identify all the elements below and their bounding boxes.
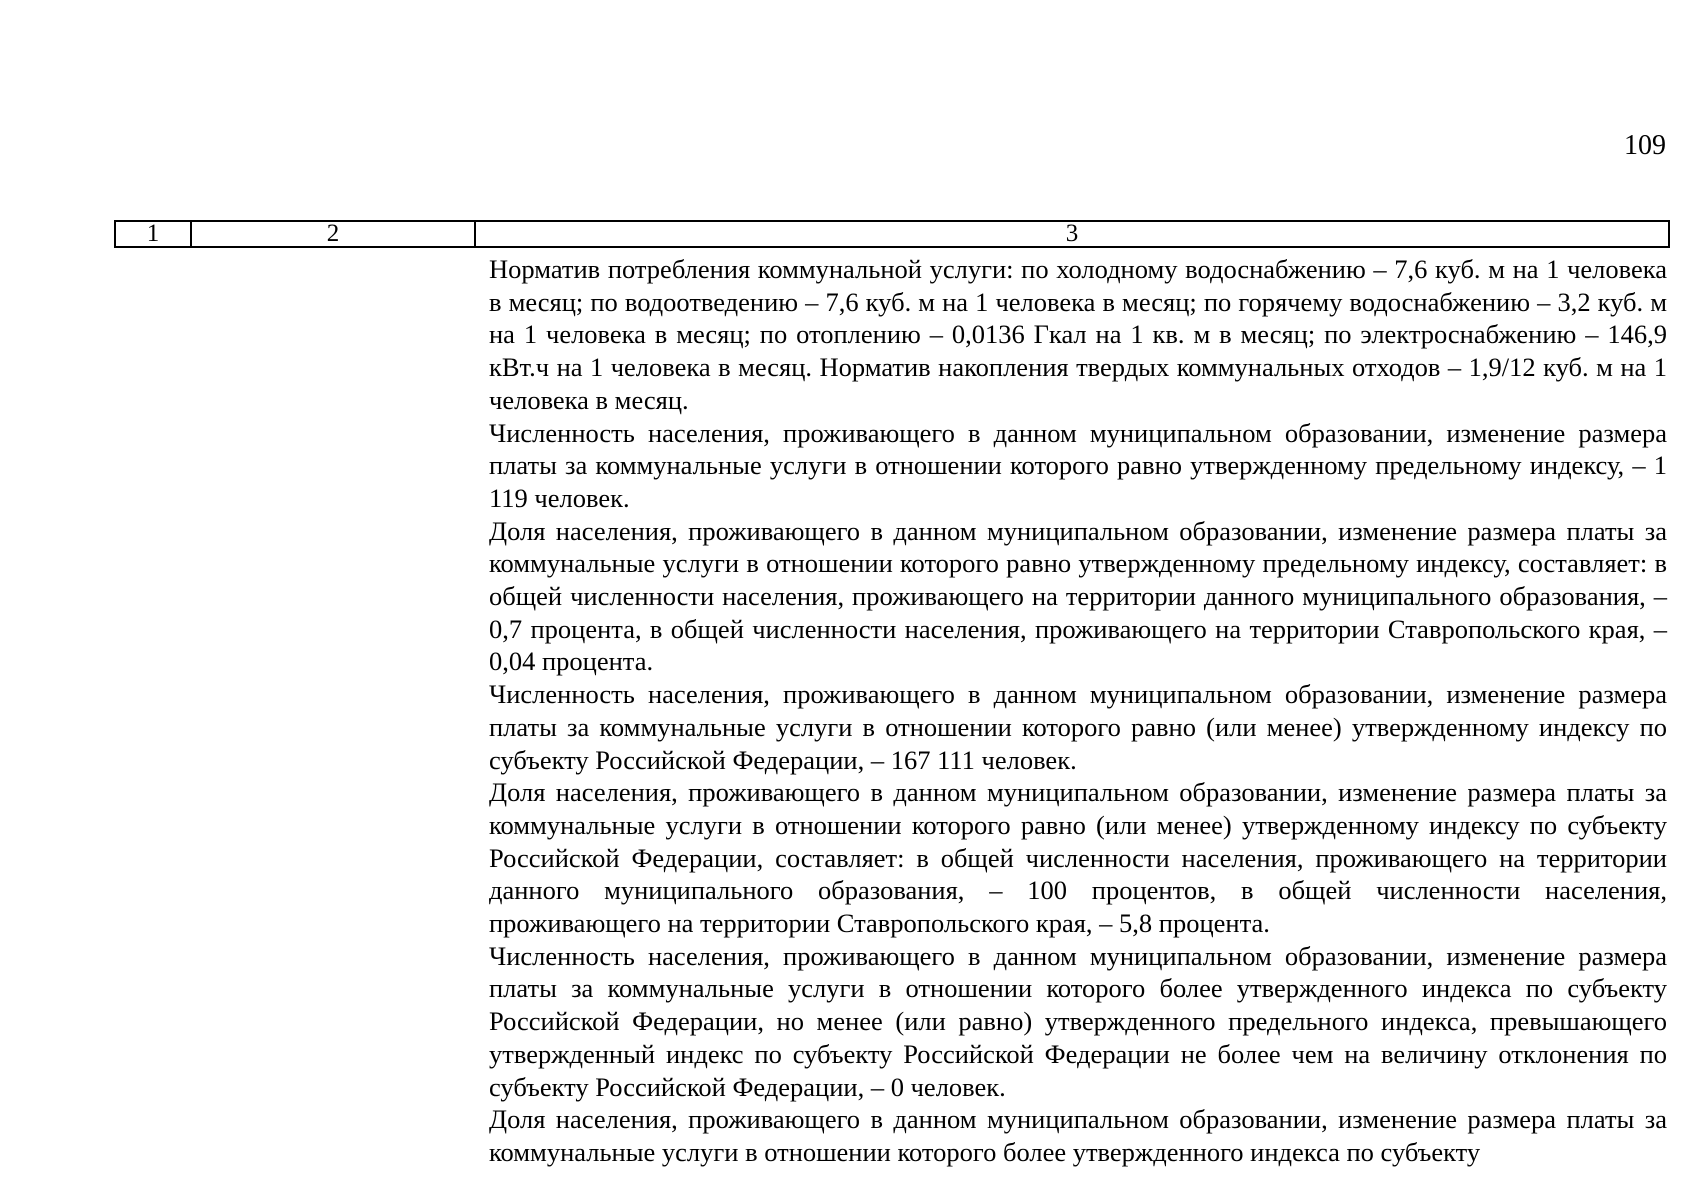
paragraph-share-equal-or-less-index: Доля населения, проживающего в данном муниципальном образовании, изменение размера платы за коммунальные услуги в отношении которого равно (или менее) утвержденному индексу по субъекту Российской Федерации, составляет: в общей численности населения, проживающего на территории данного муниципального образования, – 100 процентов, в общей численности населения, проживающего на территории Ставропольского края, – 5,8 процента. xyxy=(489,777,1667,939)
table-header-col-1: 1 xyxy=(116,222,192,246)
paragraph-share-above-index: Доля населения, проживающего в данном муниципальном образовании, изменение размера платы за коммунальные услуги в отношении которого более утвержденного индекса по субъекту xyxy=(489,1104,1667,1167)
table-content-column-3 xyxy=(489,253,1667,1169)
paragraph-share-equal-limit: Доля населения, проживающего в данном муниципальном образовании, изменение размера платы за коммунальные услуги в отношении которого равно утвержденному предельному индексу, составляет: в общей численности населения, проживающего на территории данного муниципального образования, – 0,7 процента, в общей численности населения, проживающего на территории Ставропольского края, – 0,04 процента. xyxy=(489,515,1667,677)
paragraph-population-equal-limit: Численность населения, проживающего в данном муниципальном образовании, изменение размера платы за коммунальные услуги в отношении которого равно утвержденному предельному индексу, – 1 119 человек. xyxy=(489,417,1667,513)
page-number: 109 xyxy=(1624,130,1666,161)
table-header-row xyxy=(114,220,1670,248)
paragraph-consumption-norm: Норматив потребления коммунальной услуги: по холодному водоснабжению – 7,6 куб. м на 1 человека в месяц; по водоотведению – 7,6 куб. м на 1 человека в месяц; по горячему водоснабжению – 3,2 куб. м на 1 человека в месяц; по отоплению – 0,0136 Гкал на 1 кв. м в месяц; по электроснабжению – 146,9 кВт.ч на 1 человека в месяц. Норматив накопления твердых коммунальных отходов – 1,9/12 куб. м на 1 человека в месяц. xyxy=(489,254,1667,415)
paragraph-population-equal-or-less-index: Численность населения, проживающего в данном муниципальном образовании, изменение размера платы за коммунальные услуги в отношении которого равно (или менее) утвержденному индексу по субъекту Российской Федерации, – 167 111 человек. xyxy=(489,679,1667,775)
table-header-col-2: 2 xyxy=(192,222,476,246)
paragraph-population-above-index: Численность населения, проживающего в данном муниципальном образовании, изменение размера платы за коммунальные услуги в отношении которого более утвержденного индекса по субъекту Российской Федерации, но менее (или равно) утвержденного предельного индекса, превышающего утвержденный индекс по субъекту Российской Федерации не более чем на величину отклонения по субъекту Российской Федерации, – 0 человек. xyxy=(489,940,1667,1102)
table-header-col-3: 3 xyxy=(1065,220,1079,247)
